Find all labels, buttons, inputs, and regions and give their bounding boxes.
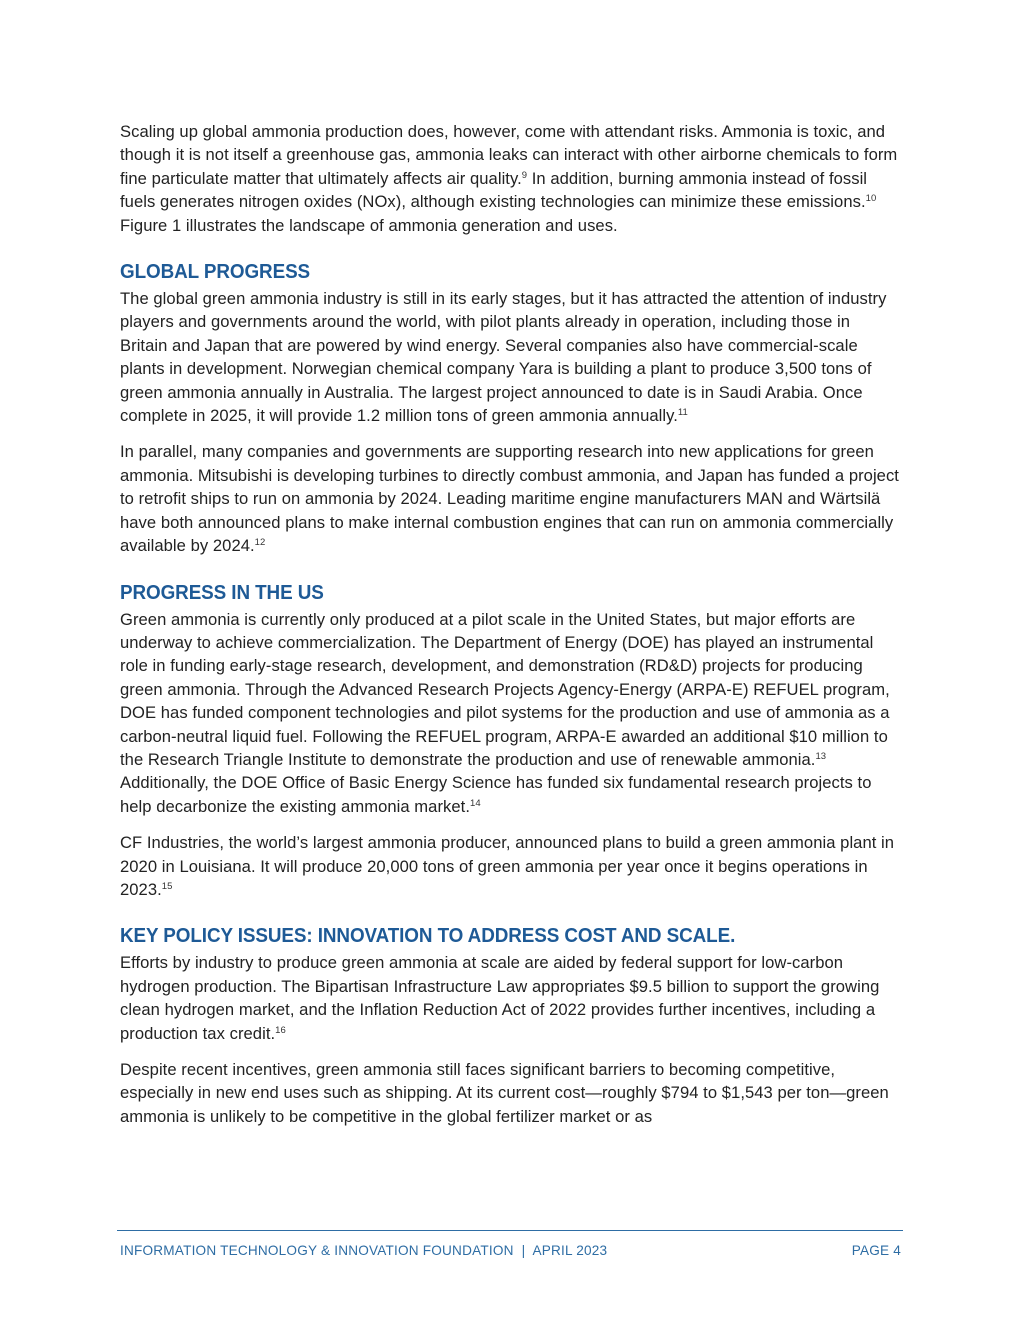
footnote-ref[interactable]: 14: [469, 797, 481, 809]
footer-page-number: PAGE 4: [851, 1243, 901, 1258]
paragraph-text: The global green ammonia industry is still in its early stages, but it has attracted the attention of industry players and governments around the world, with pilot plants already in operation, including those in Britain and Japan that are powered by wind energy. Several companies also have commercial-scale plants in development. Norwegian chemical company Yara is building a plant to produce 3,500 tons of green ammonia annually in Australia. The largest project announced to date is in Saudi Arabia. Once complete in 2025, it will provide 1.2 million tons of green ammonia annually.: [120, 289, 887, 426]
heading-key-policy-issues: KEY POLICY ISSUES: INNOVATION TO ADDRESS COST AND SCALE.: [120, 924, 736, 948]
paragraph-text: In parallel, many companies and governments are supporting research into new applications for green ammonia. Mitsubishi is developing turbines to directly combust ammonia, and Japan has funded a project to retrofit ships to run on ammonia by 2024. Leading maritime engine manufacturers MAN and Wärtsilä have both announced plans to make internal combustion engines that can run on ammonia commercially available by 2024.: [120, 442, 899, 556]
footnote-ref[interactable]: 15: [161, 880, 173, 892]
global-paragraph-1: [120, 287, 902, 427]
footnote-ref[interactable]: 11: [677, 407, 688, 419]
footnote-ref[interactable]: 16: [275, 1024, 286, 1036]
footer-publisher-date: INFORMATION TECHNOLOGY & INNOVATION FOUNDATION | APRIL 2023: [120, 1243, 608, 1258]
paragraph-text: Despite recent incentives, green ammonia still faces significant barriers to becoming competitive, especially in new end uses such as shipping. At its current cost—roughly $794 to $1,543 per ton—green ammonia is unlikely to be competitive in the global fertilizer market or as: [120, 1060, 889, 1126]
policy-paragraph-2: [120, 1058, 902, 1128]
paragraph-text: Additionally, the DOE Office of Basic Energy Science has funded six fundamental research projects to help decarbonize the existing ammonia market.: [120, 773, 872, 816]
footer-divider: [117, 1230, 903, 1231]
policy-paragraph-1: [120, 951, 902, 1045]
intro-text: Scaling up global ammonia production does, however, come with attendant risks. Ammonia is toxic, and though it is not itself a greenhouse gas, ammonia leaks can interact with other airborne chemicals to form fine particulate matter that ultimately affects air quality.: [120, 122, 898, 188]
footnote-ref[interactable]: 12: [254, 537, 266, 549]
intro-text: In addition, burning ammonia instead of fossil fuels generates nitrogen oxides (NOx), although existing technologies can minimize these emissions.: [120, 168, 868, 212]
us-paragraph-1: [120, 608, 902, 819]
footnote-ref[interactable]: 10: [865, 193, 877, 205]
intro-paragraph: [120, 120, 902, 237]
paragraph-text: Efforts by industry to produce green ammonia at scale are aided by federal support for low-carbon hydrogen production. The Bipartisan Infrastructure Law appropriates $9.5 billion to support the growing clean hydrogen market, and the Inflation Reduction Act of 2022 provides further incentives, including a production tax credit.: [120, 953, 880, 1043]
global-paragraph-2: [120, 440, 902, 557]
heading-progress-us: PROGRESS IN THE US: [120, 580, 324, 604]
document-body: [120, 120, 902, 1141]
footnote-ref[interactable]: 13: [815, 750, 827, 762]
heading-global-progress: GLOBAL PROGRESS: [120, 260, 311, 284]
footnote-ref[interactable]: 9: [521, 169, 528, 181]
paragraph-text: CF Industries, the world’s largest ammonia producer, announced plans to build a green ammonia plant in 2020 in Louisiana. It will produce 20,000 tons of green ammonia per year once it begins operations in 2023.: [120, 833, 895, 899]
us-paragraph-2: [120, 831, 902, 901]
intro-text: Figure 1 illustrates the landscape of ammonia generation and uses.: [120, 215, 618, 235]
paragraph-text: Green ammonia is currently only produced at a pilot scale in the United States, but major efforts are underway to achieve commercialization. The Department of Energy (DOE) has played an instrumental role in funding early-stage research, development, and demonstration (RD&D) projects for producing green ammonia. Through the Advanced Research Projects Agency-Energy (ARPA-E) REFUEL program, DOE has funded component technologies and pilot systems for the production and use of ammonia as a carbon-neutral liquid fuel. Following the REFUEL program, ARPA-E awarded an additional $10 million to the Research Triangle Institute to demonstrate the production and use of renewable ammonia.: [120, 609, 890, 769]
